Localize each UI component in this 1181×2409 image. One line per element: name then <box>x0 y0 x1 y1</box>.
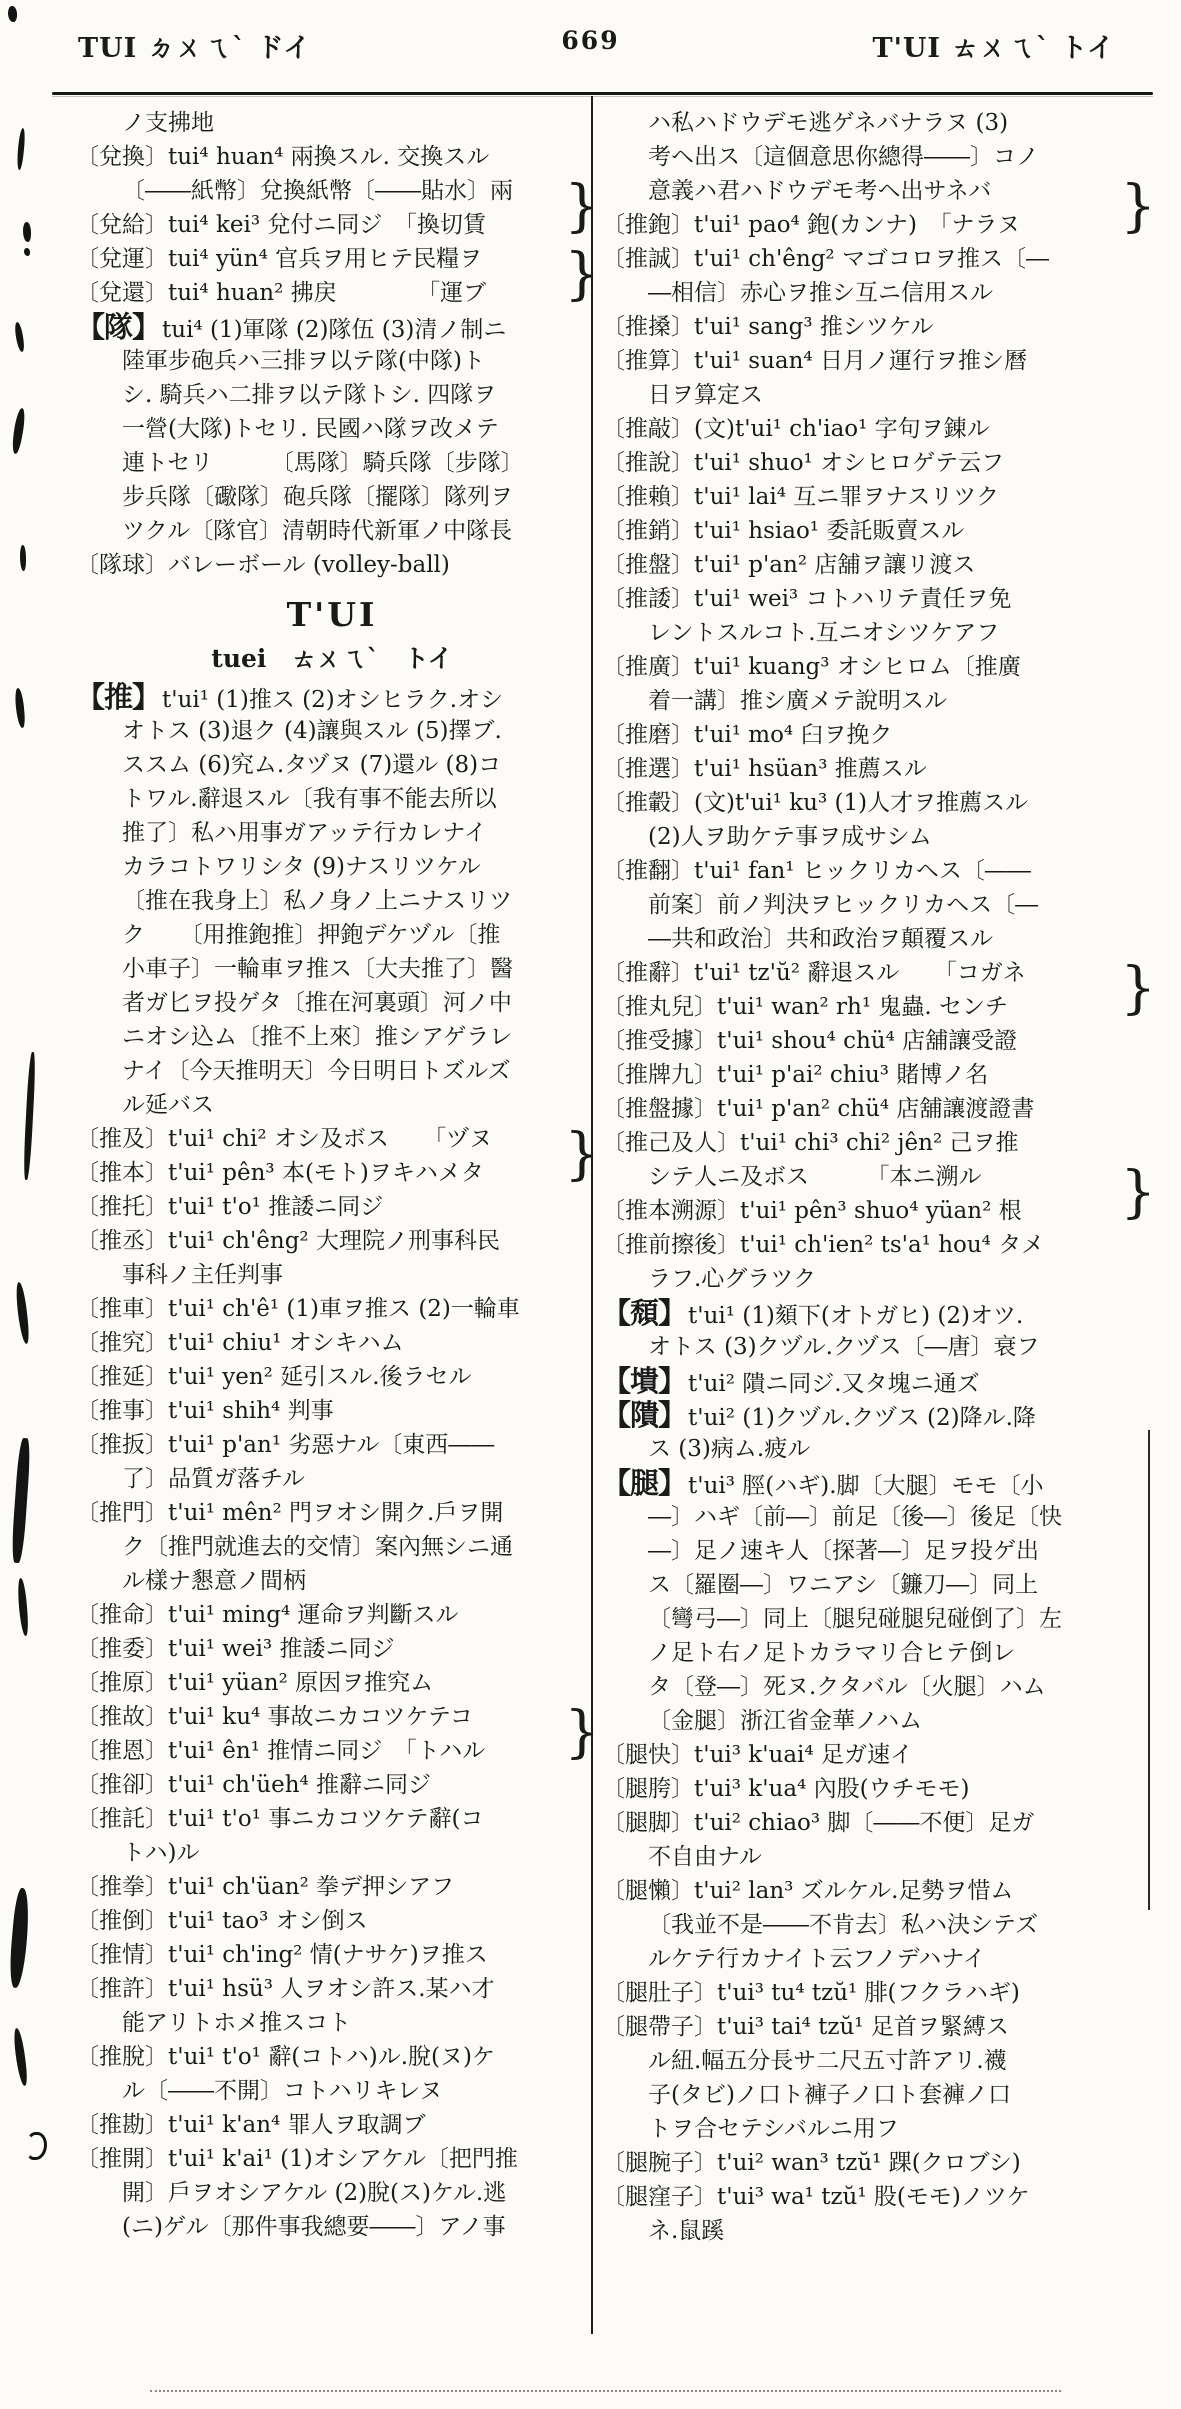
dict-line <box>76 1836 588 1870</box>
line-text: ―〕足ノ速キ人〔探著―〕足ヲ投ゲ出 <box>648 1538 1039 1564</box>
dict-line <box>602 1092 1144 1126</box>
dict-line <box>76 816 588 850</box>
line-text: ラフ.心グラツク <box>648 1266 817 1292</box>
line-text: 開〕戶ヲオシアケル (2)脫(ス)ケル.逃 <box>122 2180 507 2206</box>
dict-line <box>76 1428 588 1462</box>
line-text: 〔推本〕t'ui¹ pên³ 本(モト)ヲキハメタ <box>76 1160 484 1186</box>
dict-line <box>602 1636 1144 1670</box>
line-text: 〔推盤〕t'ui¹ p'an² 店舖ヲ讓リ渡ス <box>602 552 976 578</box>
line-text: ノ支拂地 <box>122 110 214 136</box>
dict-line <box>76 548 588 582</box>
line-text: (2)人ヲ助ケテ事ヲ成サシム <box>648 824 932 850</box>
line-text: 意義ハ君ハドウデモ考ヘ出サネバ <box>648 178 992 204</box>
line-text: 〔腿帶子〕t'ui³ tai⁴ tzŭ¹ 足首ヲ緊縛ス <box>602 2014 1009 2040</box>
line-text: 〔推搡〕t'ui¹ sang³ 推シツケル <box>602 314 934 340</box>
dict-line <box>602 2180 1144 2214</box>
dict-line <box>602 1228 1144 1262</box>
dict-line <box>602 1738 1144 1772</box>
line-text: 〔推開〕t'ui¹ k'ai¹ (1)オシアケル〔把門推 <box>76 2146 518 2172</box>
line-text: 〔腿脚〕t'ui² chiao³ 脚〔――不便〕足ガ <box>602 1810 1035 1836</box>
line-text: tuei ㄊㄨㄟˋ トイ <box>211 644 453 673</box>
line-text: 〔兌給〕tui⁴ kei³ 兌付ニ同ジ 「換切賃 <box>76 212 486 238</box>
line-text: t'ui² 隤ニ同ジ.又タ塊ニ通ズ <box>688 1371 980 1397</box>
line-text: 〔推盤據〕t'ui¹ p'an² chü⁴ 店舖讓渡證書 <box>602 1096 1035 1122</box>
dict-line <box>76 1190 588 1224</box>
line-text: タ〔登―〕死ヌ.クタバル〔火腿〕ハム <box>648 1674 1046 1700</box>
dict-line <box>76 1972 588 2006</box>
line-text: 着一講〕推シ廣メテ說明スル <box>648 688 947 714</box>
page-edge-line <box>1148 1430 1150 1910</box>
dict-line <box>76 1530 588 1564</box>
line-text: オトス (3)クヅル.クヅス〔―唐〕衰フ <box>648 1334 1040 1360</box>
dict-line <box>602 1126 1144 1160</box>
dict-line <box>76 1224 588 1258</box>
run-over-brace: } <box>564 1122 600 1187</box>
dict-line <box>602 888 1144 922</box>
dict-line <box>602 1500 1144 1534</box>
dict-line <box>76 1156 588 1190</box>
line-text: 〔我並不是――不肯去〕私ハ決シテズ <box>648 1912 1039 1938</box>
run-over-brace: } <box>1120 1160 1156 1225</box>
line-text: 〔推情〕t'ui¹ ch'ing² 情(ナサケ)ヲ推ス <box>76 1942 488 1968</box>
headword: 【推】 <box>76 680 161 714</box>
line-text: 能アリトホメ推スコト <box>122 2010 352 2036</box>
line-text: 〔彎弓―〕同上〔腿兒碰腿兒碰倒了〕左 <box>648 1606 1062 1632</box>
line-text: 〔推在我身上〕私ノ身ノ上ニナスリツ <box>122 888 513 914</box>
line-text: ツクル〔隊官〕清朝時代新軍ノ中隊長 <box>122 518 513 544</box>
dict-line <box>76 2040 588 2074</box>
dict-line <box>76 2108 588 2142</box>
dict-line <box>76 1462 588 1496</box>
dict-line <box>76 2210 588 2244</box>
line-text: 〔腿快〕t'ui³ k'uai⁴ 足ガ速イ <box>602 1742 913 1768</box>
line-text: 事科ノ主任判事 <box>122 1262 283 1288</box>
line-text: ルケテ行カナイト云フノデハナイ <box>648 1946 986 1972</box>
line-text: t'ui² (1)クヅル.クヅス (2)降ル.降 <box>688 1405 1036 1431</box>
dict-line <box>602 2146 1144 2180</box>
line-text: カラコトワリシタ (9)ナスリツケル <box>122 854 481 880</box>
line-text: 〔推脫〕t'ui¹ t'o¹ 辭(コトハ)ル.脫(ヌ)ケ <box>76 2044 495 2070</box>
dict-line <box>76 1088 588 1122</box>
line-text: トハ)ル <box>122 1840 200 1866</box>
line-text: ―〕ハギ〔前―〕前足〔後―〕後足〔快 <box>648 1504 1062 1530</box>
line-text: トヲ合セテシバルニ用フ <box>648 2116 899 2142</box>
dict-line <box>602 1908 1144 1942</box>
entry-headword-line <box>602 1296 1144 1330</box>
line-text: オトス (3)退ク (4)讓與スル (5)擇ブ. <box>122 718 502 744</box>
line-text: 〔推廣〕t'ui¹ kuang³ オシヒロム〔推廣 <box>602 654 1021 680</box>
entry-headword-line <box>602 1364 1144 1398</box>
ink-smudge <box>17 1578 29 1636</box>
line-text: ノ足ト右ノ足トカラマリ合ヒテ倒レ <box>648 1640 1016 1666</box>
dict-line <box>76 1054 588 1088</box>
line-text: 連トセリ 〔馬隊〕騎兵隊〔步隊〕 <box>122 450 524 476</box>
dict-line <box>602 1840 1144 1874</box>
left-column <box>76 106 600 2244</box>
entry-headword-line <box>76 310 588 344</box>
line-text: 〔推丞〕t'ui¹ ch'êng² 大理院ノ刑事科民 <box>76 1228 500 1254</box>
dict-line <box>602 922 1144 956</box>
dict-line <box>602 854 1144 888</box>
line-text: 不自由ナル <box>648 1844 762 1870</box>
dict-line <box>76 918 588 952</box>
line-text: ハ私ハドウデモ逃ゲネバナラヌ (3) <box>648 110 1009 136</box>
dict-line <box>602 1806 1144 1840</box>
line-text: ク〔推門就進去的交情〕案內無シニ通 <box>122 1534 513 1560</box>
dict-line <box>76 714 588 748</box>
line-text: 考ヘ出ス〔這個意思你總得――〕コノ <box>648 144 1039 170</box>
line-text: 〔推延〕t'ui¹ yen² 延引スル.後ラセル <box>76 1364 472 1390</box>
dict-line <box>602 616 1144 650</box>
line-text: ル〔――不開〕コトハリキレヌ <box>122 2078 443 2104</box>
dict-line <box>602 1602 1144 1636</box>
line-text: ―共和政治〕共和政治ヲ顛覆スル <box>648 926 993 952</box>
dict-line <box>76 1564 588 1598</box>
dict-line <box>602 1534 1144 1568</box>
dict-line <box>76 1632 588 1666</box>
page-number: 669 <box>561 26 620 55</box>
dict-line <box>602 1976 1144 2010</box>
dict-line <box>76 1802 588 1836</box>
line-text: ナイ〔今天推明天〕今日明日トズルズ <box>122 1058 511 1084</box>
dict-line <box>602 1568 1144 1602</box>
dict-line <box>602 378 1144 412</box>
line-text: 〔推誠〕t'ui¹ ch'êng² マゴコロヲ推ス〔― <box>602 246 1049 272</box>
line-text: 〔推己及人〕t'ui¹ chi³ chi² jên² 己ヲ推 <box>602 1130 1019 1156</box>
dict-line <box>76 1734 588 1768</box>
ink-smudge <box>8 6 17 22</box>
line-text: 〔推鉋〕t'ui¹ pao⁴ 鉋(カンナ) 「ナラヌ <box>602 212 1021 238</box>
dict-line <box>602 990 1144 1024</box>
ink-smudge <box>20 545 26 571</box>
dict-line <box>76 1904 588 1938</box>
line-text: 〔推門〕t'ui¹ mên² 門ヲオシ開ク.戶ヲ開 <box>76 1500 504 1526</box>
line-text: 〔推恩〕t'ui¹ ên¹ 推情ニ同ジ 「トハル <box>76 1738 486 1764</box>
line-text: 〔金腿〕浙江省金華ノハム <box>648 1708 923 1734</box>
dict-line <box>602 276 1144 310</box>
dict-line <box>602 1670 1144 1704</box>
line-text: 〔推託〕t'ui¹ t'o¹ 事ニカコツケテ辭(コ <box>76 1806 484 1832</box>
entry-headword-line <box>602 1398 1144 1432</box>
header-rule <box>52 92 1153 95</box>
line-text: 〔推命〕t'ui¹ ming⁴ 運命ヲ判斷スル <box>76 1602 459 1628</box>
section-heading <box>76 582 588 638</box>
dict-line <box>76 1666 588 1700</box>
headword: 【隤】 <box>602 1398 687 1432</box>
line-text: ル樣ナ懇意ノ間柄 <box>122 1568 306 1594</box>
dict-line <box>602 2112 1144 2146</box>
line-text: 〔推算〕t'ui¹ suan⁴ 日月ノ運行ヲ推シ曆 <box>602 348 1027 374</box>
dict-line <box>602 1704 1144 1738</box>
header-guide-word-left: TUI ㄉㄨㄟˋ ドイ <box>78 33 312 64</box>
line-text: T'UI <box>286 595 378 634</box>
dict-line <box>602 1942 1144 1976</box>
line-text: ―相信〕赤心ヲ推シ互ニ信用スル <box>648 280 993 306</box>
dict-line <box>76 514 588 548</box>
line-text: t'ui¹ (1)推ス (2)オシヒラク.オシ <box>162 687 504 713</box>
line-text: 〔推事〕t'ui¹ shih⁴ 判事 <box>76 1398 334 1424</box>
bottom-edge-artifact <box>150 2390 1061 2392</box>
line-text: 〔推拳〕t'ui¹ ch'üan² 拳デ押シアフ <box>76 1874 455 1900</box>
headword: 【隊】 <box>76 310 161 344</box>
line-text: 〔兌運〕tui⁴ yün⁴ 官兵ヲ用ヒテ民糧ヲ <box>76 246 483 272</box>
dict-line <box>76 2006 588 2040</box>
dict-line <box>76 208 588 242</box>
dict-line <box>76 1326 588 1360</box>
dict-line <box>76 2176 588 2210</box>
dict-line <box>76 140 588 174</box>
dict-line <box>76 1020 588 1054</box>
dict-line <box>602 548 1144 582</box>
header-guide-word-right: T'UI ㄊㄨㄟˋ トイ <box>872 33 1115 64</box>
dict-line <box>602 242 1144 276</box>
line-text: 〔推轂〕(文)t'ui¹ ku³ (1)人才ヲ推薦スル <box>602 790 1029 816</box>
dict-line <box>76 412 588 446</box>
line-text: 〔腿懶〕t'ui² lan³ ズルケル.足勢ヲ惜ム <box>602 1878 1014 1904</box>
line-text: 〔推說〕t'ui¹ shuo¹ オシヒロゲテ云フ <box>602 450 1005 476</box>
dict-line <box>76 1938 588 1972</box>
line-text: トワル.辭退スル〔我有事不能去所以 <box>122 786 497 812</box>
dict-line <box>76 2142 588 2176</box>
line-text: 〔推磨〕t'ui¹ mo⁴ 臼ヲ挽ク <box>602 722 893 748</box>
line-text: 子(タビ)ノ口ト褲子ノ口ト套褲ノ口 <box>648 2082 1011 2108</box>
line-text: 了〕品質ガ落チル <box>122 1466 305 1492</box>
line-text: 〔推本溯源〕t'ui¹ pên³ shuo⁴ yüan² 根 <box>602 1198 1022 1224</box>
column-divider-rule <box>591 96 593 2334</box>
dict-line <box>602 208 1144 242</box>
line-text: 日ヲ算定ス <box>648 382 763 408</box>
dict-line <box>602 412 1144 446</box>
line-text: 〔推選〕t'ui¹ hsüan³ 推薦スル <box>602 756 927 782</box>
dict-line <box>76 2074 588 2108</box>
dict-line <box>602 514 1144 548</box>
line-text: シ. 騎兵ハ二排ヲ以テ隊トシ. 四隊ヲ <box>122 382 497 408</box>
line-text: 〔推究〕t'ui¹ chiu¹ オシキハム <box>76 1330 404 1356</box>
line-text: 〔推卻〕t'ui¹ ch'üeh⁴ 推辭ニ同ジ <box>76 1772 432 1798</box>
line-text: 〔推許〕t'ui¹ hsü³ 人ヲオシ許ス.某ハ才 <box>76 1976 495 2002</box>
line-text: ル延バス <box>122 1092 214 1118</box>
dict-line <box>602 786 1144 820</box>
dict-line <box>602 2214 1144 2248</box>
dict-line <box>76 1496 588 1530</box>
line-text: 一營(大隊)トセリ. 民國ハ隊ヲ改メテ <box>122 416 499 442</box>
dict-line <box>76 1258 588 1292</box>
dict-line <box>76 1768 588 1802</box>
line-text: ニオシ込ム〔推不上來〕推シアゲラレ <box>122 1024 513 1050</box>
run-over-brace: } <box>564 1700 600 1765</box>
line-text: 〔腿腕子〕t'ui² wan³ tzŭ¹ 踝(クロブシ) <box>602 2150 1021 2176</box>
headword: 【腿】 <box>602 1466 687 1500</box>
line-text: 〔推托〕t'ui¹ t'o¹ 推諉ニ同ジ <box>76 1194 384 1220</box>
line-text: ス〔羅圈―〕ワニアシ〔鐮刀―〕同上 <box>648 1572 1039 1598</box>
dict-line <box>602 684 1144 718</box>
dict-line <box>76 1870 588 1904</box>
ink-smudge <box>23 222 31 242</box>
dict-line <box>76 1598 588 1632</box>
ink-smudge <box>16 128 26 170</box>
line-text: t'ui¹ (1)頦下(オトガヒ) (2)オツ. <box>688 1303 1024 1329</box>
line-text: 〔推受據〕t'ui¹ shou⁴ chü⁴ 店舖讓受證 <box>602 1028 1018 1054</box>
dict-line <box>602 106 1144 140</box>
dict-line <box>602 446 1144 480</box>
dict-line <box>602 1194 1144 1228</box>
dict-line <box>602 752 1144 786</box>
dict-line <box>76 446 588 480</box>
line-text: レントスルコト.互ニオシツケアフ <box>648 620 1000 646</box>
run-over-brace: } <box>1120 956 1156 1021</box>
ink-smudge <box>15 1282 30 1345</box>
dict-line <box>76 850 588 884</box>
ink-smudge <box>8 1888 32 1989</box>
dict-line <box>602 2044 1144 2078</box>
line-text: 〔兌還〕tui⁴ huan² 拂戻 「運ブ <box>76 280 487 306</box>
dict-line <box>76 1292 588 1326</box>
line-text: 〔推敲〕(文)t'ui¹ ch'iao¹ 字句ヲ錬ル <box>602 416 990 442</box>
line-text: 〔推扳〕t'ui¹ p'an¹ 劣惡ナル〔東西―― <box>76 1432 495 1458</box>
line-text: ス (3)病ム.疲ル <box>648 1436 811 1462</box>
dict-line <box>602 140 1144 174</box>
headword: 【頹】 <box>602 1296 687 1330</box>
ink-smudge <box>10 408 27 455</box>
line-text: tui⁴ (1)軍隊 (2)隊伍 (3)清ノ制ニ <box>162 317 507 343</box>
dict-line <box>602 1262 1144 1296</box>
line-text: 〔推前擦後〕t'ui¹ ch'ien² ts'a¹ hou⁴ タメ <box>602 1232 1045 1258</box>
line-text: 〔推原〕t'ui¹ yüan² 原因ヲ推究ム <box>76 1670 434 1696</box>
ink-smudge <box>14 322 25 353</box>
line-text: 〔推勘〕t'ui¹ k'an⁴ 罪人ヲ取調ブ <box>76 2112 426 2138</box>
dict-line <box>76 276 588 310</box>
headword: 【墤】 <box>602 1364 687 1398</box>
entry-headword-line <box>602 1466 1144 1500</box>
line-text: ル紐.幅五分長サ二尺五寸許アリ.襪 <box>648 2048 1007 2074</box>
line-text: 〔推牌九〕t'ui¹ p'ai² chiu³ 賭博ノ名 <box>602 1062 989 1088</box>
dict-line <box>76 378 588 412</box>
dict-line <box>76 480 588 514</box>
line-text: 〔推銷〕t'ui¹ hsiao¹ 委託販賣スル <box>602 518 965 544</box>
line-text: 陸軍步砲兵ハ三排ヲ以テ隊(中隊)ト <box>122 348 485 374</box>
ink-smudge <box>24 248 30 256</box>
line-text: 〔推丸兒〕t'ui¹ wan² rh¹ 鬼蟲. センチ <box>602 994 1008 1020</box>
line-text: 〔推故〕t'ui¹ ku⁴ 事故ニカコツケテコ <box>76 1704 473 1730</box>
line-text: 〔推翻〕t'ui¹ fan¹ ヒックリカヘス〔―― <box>602 858 1031 884</box>
run-over-brace: } <box>1120 174 1156 239</box>
line-text: t'ui³ 脛(ハギ).脚〔大腿〕モモ〔小 <box>688 1473 1044 1499</box>
line-text: 〔推諉〕t'ui¹ wei³ コトハリテ責任ヲ免 <box>602 586 1012 612</box>
dict-line <box>602 1874 1144 1908</box>
entry-headword-line <box>76 680 588 714</box>
ink-smudge <box>14 688 25 729</box>
line-text: 〔推賴〕t'ui¹ lai⁴ 互ニ罪ヲナスリツク <box>602 484 1000 510</box>
dict-line <box>602 1024 1144 1058</box>
line-text: 〔推車〕t'ui¹ ch'ê¹ (1)車ヲ推ス (2)一輪車 <box>76 1296 520 1322</box>
dict-line <box>602 2010 1144 2044</box>
dict-line <box>602 650 1144 684</box>
section-heading <box>76 638 588 680</box>
line-text: 前案〕前ノ判決ヲヒックリカヘス〔― <box>648 892 1039 918</box>
line-text: 〔腿肚子〕t'ui³ tu⁴ tzŭ¹ 腓(フクラハギ) <box>602 1980 1020 2006</box>
ink-smudge <box>23 1052 37 1180</box>
run-over-brace: } <box>564 242 600 307</box>
dict-line <box>602 1432 1144 1466</box>
line-text: 步兵隊〔礮隊〕砲兵隊〔擺隊〕隊列ヲ <box>122 484 513 510</box>
line-text: 小車子〕一輪車ヲ推ス〔大夫推了〕醫 <box>122 956 513 982</box>
line-text: 〔隊球〕バレーボール (volley-ball) <box>76 552 450 578</box>
dict-line <box>602 820 1144 854</box>
line-text: 〔腿胯〕t'ui³ k'ua⁴ 內股(ウチモモ) <box>602 1776 970 1802</box>
line-text: ク 〔用推鉋推〕押鉋デケヅル〔推 <box>122 922 501 948</box>
run-over-brace: } <box>564 174 600 239</box>
dict-line <box>76 1394 588 1428</box>
dict-line <box>76 344 588 378</box>
line-text: 〔腿窪子〕t'ui³ wa¹ tzŭ¹ 股(モモ)ノツケ <box>602 2184 1030 2210</box>
line-text: 推了〕私ハ用事ガアッテ行カレナイ <box>122 820 487 846</box>
line-text: ススム (6)究ム.タヅヌ (7)還ル (8)コ <box>122 752 502 778</box>
dict-line <box>602 310 1144 344</box>
line-text: 〔兌換〕tui⁴ huan⁴ 兩換スル. 交換スル <box>76 144 490 170</box>
dict-line <box>602 480 1144 514</box>
dict-line <box>602 1330 1144 1364</box>
dict-line <box>602 344 1144 378</box>
line-text: 〔推辭〕t'ui¹ tz'ŭ² 辭退スル 「コガネ <box>602 960 1026 986</box>
dict-line <box>602 718 1144 752</box>
ink-smudge <box>11 1438 32 1564</box>
right-column <box>602 106 1156 2248</box>
line-text: (ニ)ゲル〔那件事我總要――〕アノ事 <box>122 2214 506 2240</box>
dict-line <box>602 1058 1144 1092</box>
dict-line <box>76 884 588 918</box>
dict-line <box>76 782 588 816</box>
line-text: 〔推倒〕t'ui¹ tao³ オシ倒ス <box>76 1908 368 1934</box>
dict-line <box>76 748 588 782</box>
dict-line <box>76 1360 588 1394</box>
dict-line <box>602 582 1144 616</box>
dict-line <box>76 952 588 986</box>
ink-smudge <box>26 2132 47 2160</box>
dict-line <box>602 2078 1144 2112</box>
ink-smudge <box>12 2028 28 2087</box>
line-text: ネ.鼠蹊 <box>648 2218 725 2244</box>
dict-line <box>602 1772 1144 1806</box>
dict-line <box>76 106 588 140</box>
dict-line <box>76 986 588 1020</box>
line-text: 者ガ匕ヲ投ゲタ〔推在河裏頭〕河ノ中 <box>122 990 512 1016</box>
line-text: 〔――紙幣〕兌換紙幣〔――貼水〕兩 <box>122 178 513 204</box>
line-text: シテ人ニ及ボス 「本ニ溯ル <box>648 1164 982 1190</box>
line-text: 〔推及〕t'ui¹ chi² オシ及ボス 「ヅヌ <box>76 1126 493 1152</box>
line-text: 〔推委〕t'ui¹ wei³ 推諉ニ同ジ <box>76 1636 395 1662</box>
